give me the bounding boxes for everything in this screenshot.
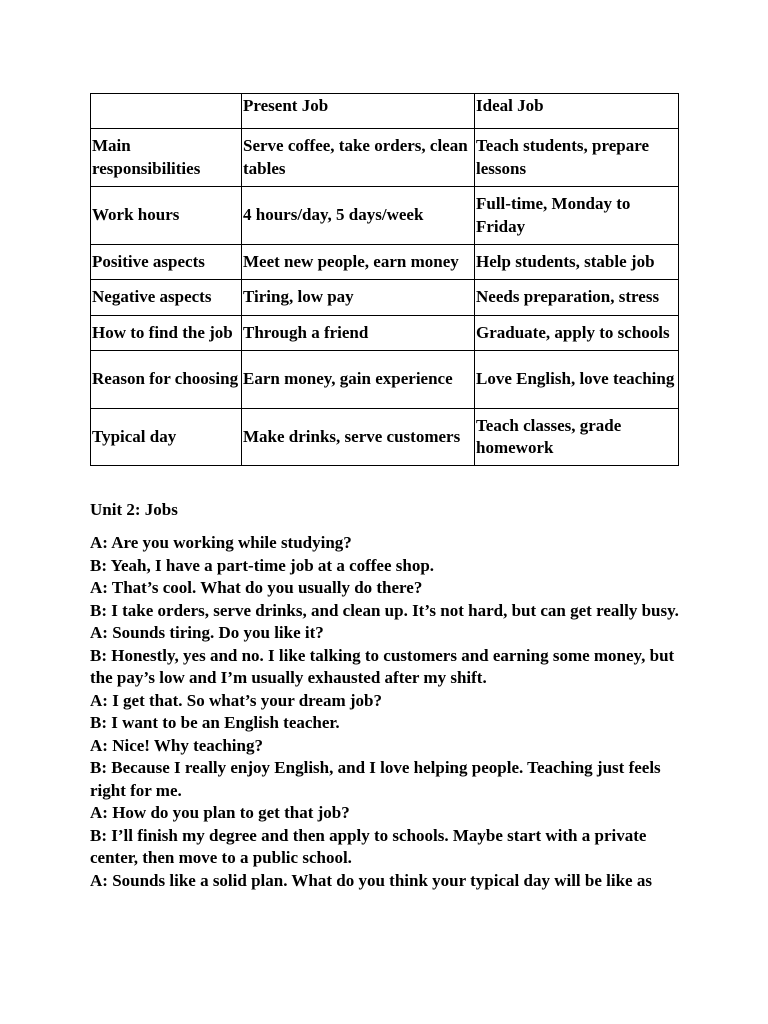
ideal-job-cell: Graduate, apply to schools: [475, 316, 679, 351]
table-header-cell: Ideal Job: [475, 94, 679, 129]
row-label-cell: Positive aspects: [91, 245, 242, 280]
present-job-cell: Make drinks, serve customers: [242, 409, 475, 466]
row-label-cell: How to find the job: [91, 316, 242, 351]
unit-title: Unit 2: Jobs: [90, 500, 178, 519]
dialogue-line: A: I get that. So what’s your dream job?: [90, 690, 382, 710]
dialogue-line: B: I’ll finish my degree and then apply to schools. Maybe start with a private center, then move to a public school.: [90, 825, 647, 867]
present-job-cell: Tiring, low pay: [242, 280, 475, 316]
row-label-cell: Reason for choosing: [91, 351, 242, 409]
dialogue-line: A: How do you plan to get that job?: [90, 803, 350, 822]
ideal-job-cell: Help students, stable job: [475, 245, 679, 280]
table-row: [91, 245, 679, 280]
dialogue-line: B: Honestly, yes and no. I like talking to customers and earning some money, but the pay’s low and I’m usually exhausted after my shift.: [90, 645, 675, 687]
table-row: [91, 316, 679, 351]
table-row: [91, 129, 679, 187]
ideal-job-cell: Teach students, prepare lessons: [475, 129, 679, 187]
dialogue-line: B: Because I really enjoy English, and I love helping people. Teaching just feels right for me.: [90, 758, 661, 800]
table-row: [91, 351, 679, 409]
dialogue: [90, 532, 680, 892]
table-row: [91, 280, 679, 316]
table-row: [91, 409, 679, 466]
ideal-job-cell: Full-time, Monday to Friday: [475, 187, 679, 245]
job-comparison-table: [90, 93, 679, 466]
dialogue-line: B: I want to be an English teacher.: [90, 713, 340, 732]
present-job-cell: 4 hours/day, 5 days/week: [242, 187, 475, 245]
dialogue-line: A: That’s cool. What do you usually do there?: [90, 578, 423, 597]
row-label-cell: Negative aspects: [91, 280, 242, 316]
ideal-job-cell: Love English, love teaching: [475, 351, 679, 409]
row-label-cell: Main responsibilities: [91, 129, 242, 187]
ideal-job-cell: Needs preparation, stress: [475, 280, 679, 316]
present-job-cell: Through a friend: [242, 316, 475, 351]
dialogue-line: A: Nice! Why teaching?: [90, 735, 263, 755]
table-row: [91, 187, 679, 245]
dialogue-line: A: Sounds like a solid plan. What do you think your typical day will be like as: [90, 870, 652, 890]
table-header-cell: Present Job: [242, 94, 475, 129]
table-header-cell: [91, 94, 242, 129]
present-job-cell: Serve coffee, take orders, clean tables: [242, 129, 475, 187]
table-header-row: [91, 94, 679, 129]
present-job-cell: Meet new people, earn money: [242, 245, 475, 280]
dialogue-line: B: I take orders, serve drinks, and clean up. It’s not hard, but can get really busy.: [90, 600, 679, 620]
dialogue-line: A: Are you working while studying?: [90, 533, 352, 552]
present-job-cell: Earn money, gain experience: [242, 351, 475, 409]
dialogue-line: A: Sounds tiring. Do you like it?: [90, 623, 324, 642]
row-label-cell: Work hours: [91, 187, 242, 245]
ideal-job-cell: Teach classes, grade homework: [475, 409, 679, 466]
dialogue-line: B: Yeah, I have a part-time job at a coffee shop.: [90, 555, 435, 575]
row-label-cell: Typical day: [91, 409, 242, 466]
